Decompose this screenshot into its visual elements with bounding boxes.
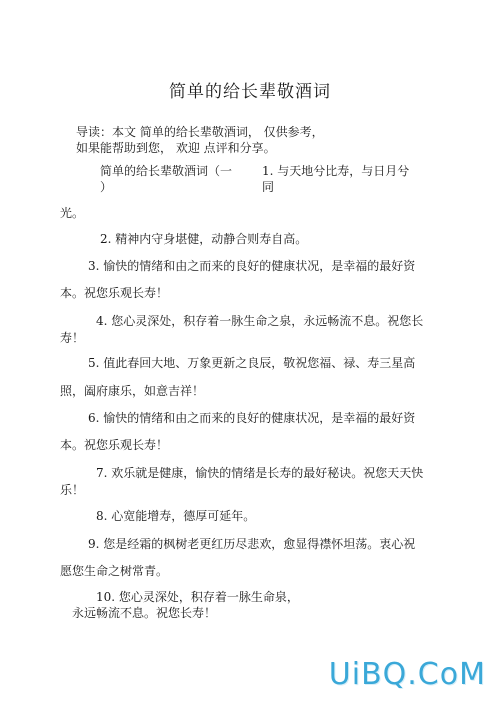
item-7-line-1: 7. 欢乐就是健康，愉快的情绪是长寿的最好秘诀。祝您天天快	[96, 466, 424, 480]
item-1-line-3: 光。	[60, 206, 85, 220]
item-8: 8. 心宽能增寿，德厚可延年。	[96, 509, 256, 523]
intro-line-1: 导读：本文 简单的给长辈敬酒词， 仅供参考，	[76, 125, 324, 139]
section-subtitle	[100, 163, 260, 195]
item-9-line-1: 9. 您是经霜的枫树老更红历尽悲欢，愈显得襟怀坦荡。衷心祝	[88, 537, 416, 551]
item-6-line-2: 本。祝您乐观长寿！	[60, 438, 169, 452]
item-1-line-1: 1. 与天地兮比寿，与日月兮	[262, 164, 410, 178]
item-5-line-2: 照，阖府康乐，如意吉祥！	[60, 384, 205, 398]
item-2: 2. 精神内守身堪健，动静合则寿自高。	[100, 232, 308, 246]
item-4-line-2: 寿！	[60, 331, 85, 345]
item-9-line-2: 愿您生命之树常青。	[60, 564, 169, 578]
item-6-line-1: 6. 愉快的情绪和由之而来的良好的健康状况，是幸福的最好资	[88, 411, 416, 425]
intro-line-2: 如果能帮助到您， 欢迎 点评和分享。	[76, 141, 276, 155]
item-7-line-2: 乐！	[60, 483, 85, 497]
item-1-head	[262, 163, 422, 195]
subtitle-line-2: ）	[100, 180, 113, 194]
subtitle-line-1: 简单的给长辈敬酒词（一	[100, 164, 233, 178]
intro-paragraph	[76, 124, 376, 156]
item-10-line-1: 10. 您心灵深处，积存着一脉生命泉，	[96, 590, 299, 604]
watermark-logo: UiBQ.CoM	[328, 657, 486, 692]
item-5-line-1: 5. 值此春回大地、万象更新之良辰，敬祝您福、禄、寿三星高	[88, 356, 416, 370]
item-3-line-1: 3. 愉快的情绪和由之而来的良好的健康状况，是幸福的最好资	[88, 259, 416, 273]
item-10-line-2: 永远畅流不息。祝您长寿！	[72, 606, 217, 620]
item-3-line-2: 本。祝您乐观长寿！	[60, 286, 169, 300]
item-4-line-1: 4. 您心灵深处，积存着一脉生命之泉，永远畅流不息。祝您长	[96, 314, 424, 328]
document-title: 简单的给长辈敬酒词	[169, 82, 331, 102]
item-1-line-2: 同	[262, 180, 275, 194]
